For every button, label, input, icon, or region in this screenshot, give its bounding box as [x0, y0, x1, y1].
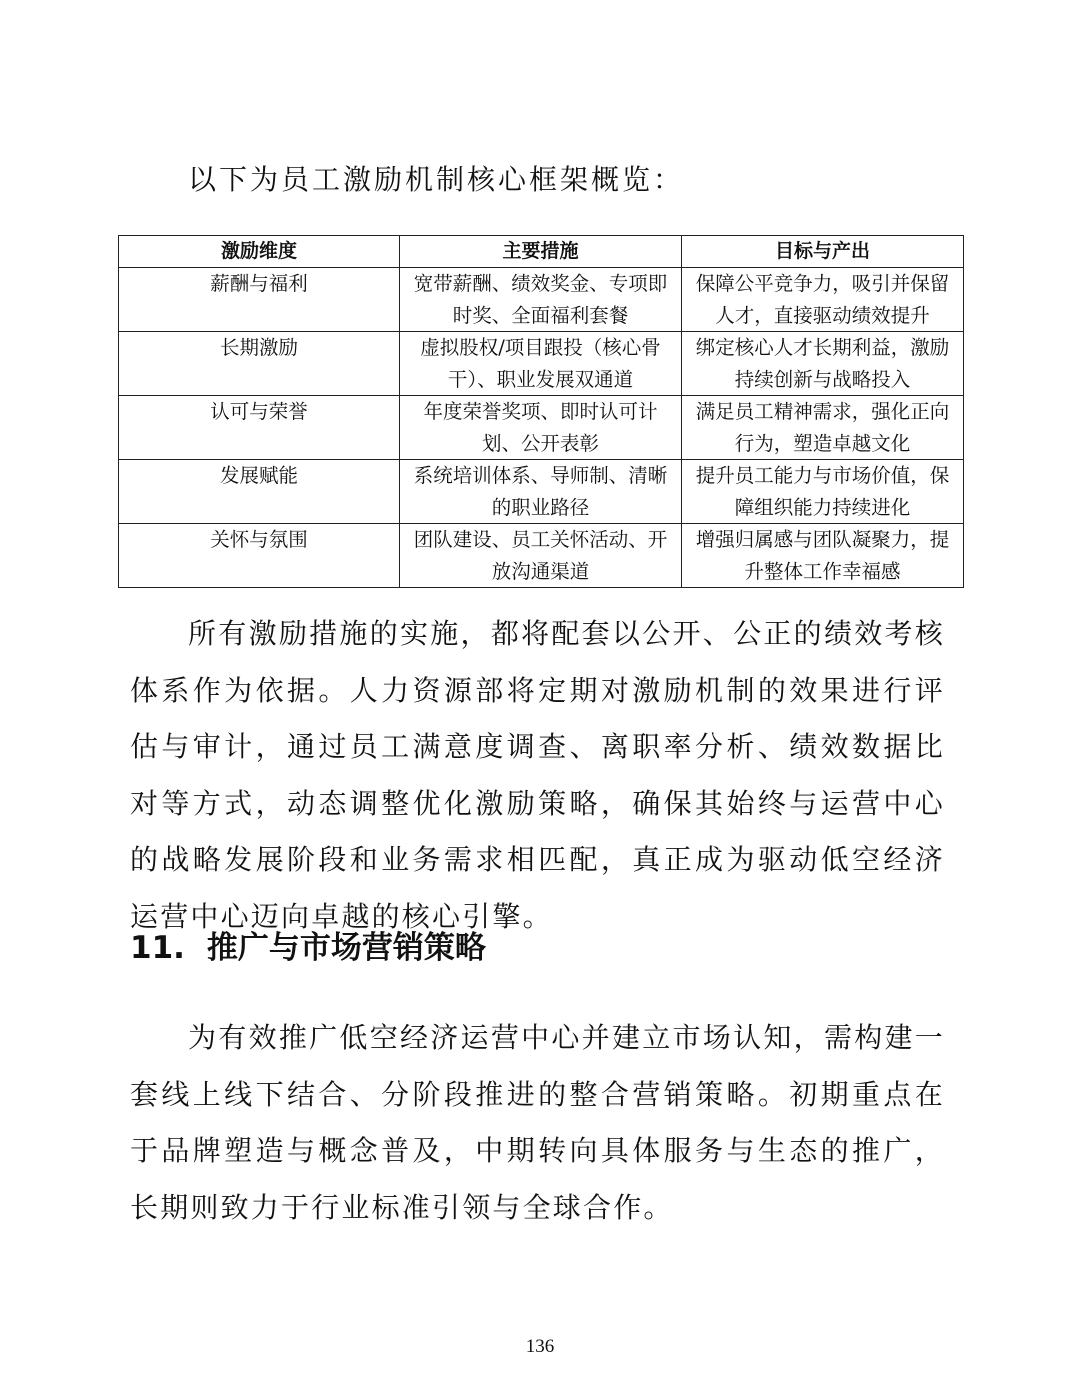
cell-measures: 宽带薪酬、绩效奖金、专项即时奖、全面福利套餐 [400, 268, 682, 332]
header-dimension: 激励维度 [119, 236, 400, 268]
table-row [119, 460, 964, 524]
cell-goals: 提升员工能力与市场价值，保障组织能力持续进化 [682, 460, 964, 524]
table-intro: 以下为员工激励机制核心框架概览： [188, 163, 685, 196]
cell-goals: 绑定核心人才长期利益，激励持续创新与战略投入 [682, 332, 964, 396]
section-title: 推广与市场营销策略 [206, 930, 486, 966]
cell-measures: 系统培训体系、导师制、清晰的职业路径 [400, 460, 682, 524]
header-goals: 目标与产出 [682, 236, 964, 268]
section-number: 11. [130, 930, 185, 966]
cell-measures: 虚拟股权/项目跟投（核心骨干）、职业发展双通道 [400, 332, 682, 396]
header-measures: 主要措施 [400, 236, 682, 268]
table-row [119, 396, 964, 460]
cell-dimension: 长期激励 [119, 332, 400, 396]
table-header-row [119, 236, 964, 268]
table-row [119, 524, 964, 588]
cell-measures: 团队建设、员工关怀活动、开放沟通渠道 [400, 524, 682, 588]
table-row [119, 332, 964, 396]
cell-goals: 保障公平竞争力，吸引并保留人才，直接驱动绩效提升 [682, 268, 964, 332]
table-row [119, 268, 964, 332]
cell-goals: 满足员工精神需求，强化正向行为，塑造卓越文化 [682, 396, 964, 460]
page-number: 136 [525, 1336, 555, 1357]
cell-dimension: 发展赋能 [119, 460, 400, 524]
cell-dimension: 薪酬与福利 [119, 268, 400, 332]
cell-goals: 增强归属感与团队凝聚力，提升整体工作幸福感 [682, 524, 964, 588]
marketing-paragraph: 为有效推广低空经济运营中心并建立市场认知，需构建一套线上线下结合、分阶段推进的整合营销策略。初期重点在于品牌塑造与概念普及，中期转向具体服务与生态的推广，长期则致力于行业标准引领与全球合作。 [130, 1021, 945, 1224]
cell-dimension: 关怀与氛围 [119, 524, 400, 588]
section-heading [130, 924, 486, 972]
cell-dimension: 认可与荣誉 [119, 396, 400, 460]
evaluation-paragraph: 所有激励措施的实施，都将配套以公开、公正的绩效考核体系作为依据。人力资源部将定期对激励机制的效果进行评估与审计，通过员工满意度调查、离职率分析、绩效数据比对等方式，动态调整优化激励策略，确保其始终与运营中心的战略发展阶段和业务需求相匹配，真正成为驱动低空经济运营中心迈向卓越的核心引擎。 [130, 617, 945, 933]
incentive-framework-table [118, 235, 964, 588]
cell-measures: 年度荣誉奖项、即时认可计划、公开表彰 [400, 396, 682, 460]
